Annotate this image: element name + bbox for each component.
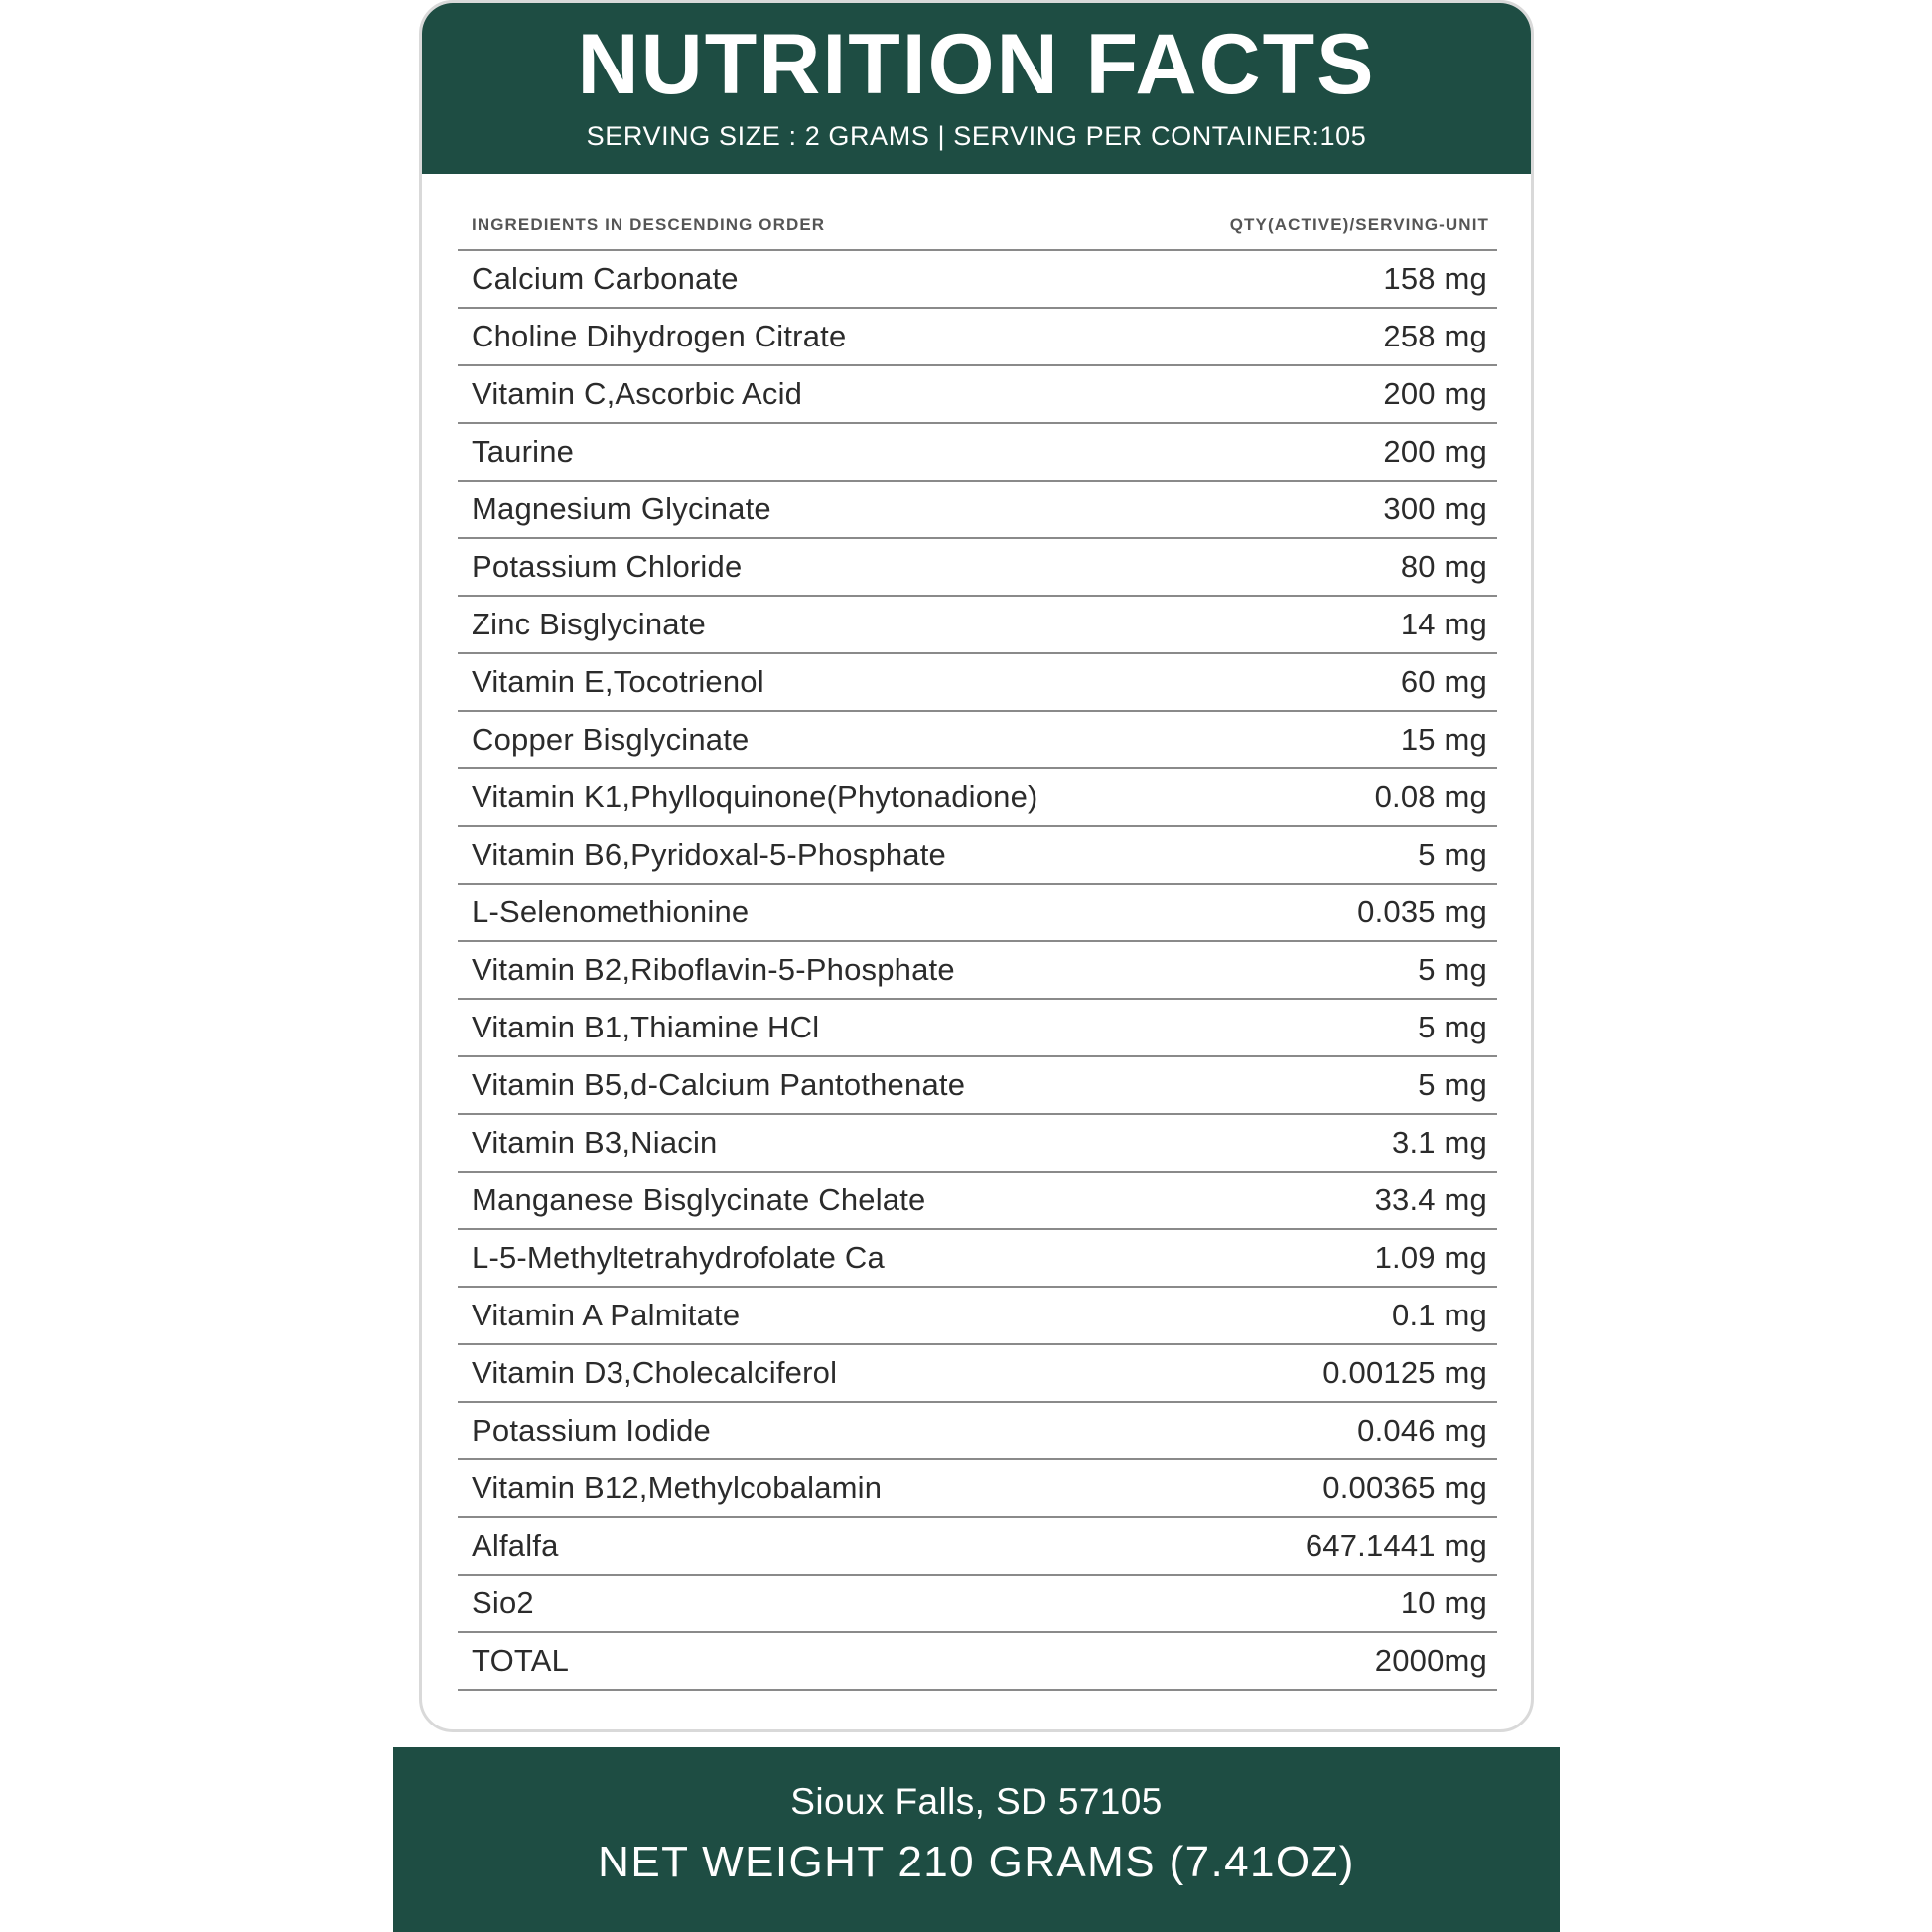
table-row [458, 481, 1497, 538]
ingredient-qty: 647.1441 mg [1199, 1517, 1497, 1575]
ingredient-qty: 5 mg [1199, 1056, 1497, 1114]
table-row [458, 884, 1497, 941]
page-title: NUTRITION FACTS [577, 17, 1376, 112]
ingredient-name: Vitamin C,Ascorbic Acid [458, 365, 1199, 423]
table-row [458, 1459, 1497, 1517]
table-row [458, 1632, 1497, 1690]
facts-panel [419, 0, 1534, 1732]
table-row [458, 1575, 1497, 1632]
facts-table-wrap [422, 174, 1531, 1691]
ingredient-name: Magnesium Glycinate [458, 481, 1199, 538]
ingredient-name: Taurine [458, 423, 1199, 481]
ingredient-qty: 60 mg [1199, 653, 1497, 711]
nutrition-facts-table [458, 249, 1497, 1691]
ingredient-name: Zinc Bisglycinate [458, 596, 1199, 653]
ingredient-name: Potassium Iodide [458, 1402, 1199, 1459]
table-row [458, 250, 1497, 308]
label-footer [393, 1747, 1560, 1932]
ingredient-name: Vitamin B12,Methylcobalamin [458, 1459, 1199, 1517]
ingredient-name: TOTAL [458, 1632, 1199, 1690]
ingredient-qty: 258 mg [1199, 308, 1497, 365]
table-column-headers [458, 174, 1497, 249]
table-row [458, 1287, 1497, 1344]
net-weight: NET WEIGHT 210 GRAMS (7.41OZ) [598, 1838, 1355, 1886]
table-row [458, 768, 1497, 826]
ingredient-name: Vitamin E,Tocotrienol [458, 653, 1199, 711]
table-row [458, 538, 1497, 596]
ingredient-qty: 14 mg [1199, 596, 1497, 653]
ingredient-qty: 1.09 mg [1199, 1229, 1497, 1287]
table-row [458, 1056, 1497, 1114]
serving-info: SERVING SIZE : 2 GRAMS | SERVING PER CONTAINER:105 [586, 121, 1367, 151]
ingredient-qty: 0.046 mg [1199, 1402, 1497, 1459]
table-row [458, 1517, 1497, 1575]
ingredient-qty: 33.4 mg [1199, 1172, 1497, 1229]
ingredient-qty: 80 mg [1199, 538, 1497, 596]
ingredient-name: Calcium Carbonate [458, 250, 1199, 308]
ingredient-name: Copper Bisglycinate [458, 711, 1199, 768]
ingredient-name: L-5-Methyltetrahydrofolate Ca [458, 1229, 1199, 1287]
ingredient-qty: 300 mg [1199, 481, 1497, 538]
ingredient-name: Alfalfa [458, 1517, 1199, 1575]
ingredient-qty: 200 mg [1199, 423, 1497, 481]
column-header-qty: QTY(ACTIVE)/SERVING-UNIT [1229, 215, 1489, 234]
ingredient-name: Potassium Chloride [458, 538, 1199, 596]
table-row [458, 365, 1497, 423]
label-header [422, 3, 1531, 174]
table-row [458, 711, 1497, 768]
ingredient-qty: 10 mg [1199, 1575, 1497, 1632]
table-row [458, 1402, 1497, 1459]
ingredient-qty: 2000mg [1199, 1632, 1497, 1690]
table-row [458, 1172, 1497, 1229]
table-row [458, 1344, 1497, 1402]
ingredient-name: Vitamin B1,Thiamine HCl [458, 999, 1199, 1056]
table-row [458, 596, 1497, 653]
ingredient-name: Vitamin B5,d-Calcium Pantothenate [458, 1056, 1199, 1114]
ingredient-name: Vitamin D3,Cholecalciferol [458, 1344, 1199, 1402]
manufacturer-address: Sioux Falls, SD 57105 [790, 1781, 1163, 1822]
ingredient-name: Vitamin B6,Pyridoxal-5-Phosphate [458, 826, 1199, 884]
ingredient-qty: 0.08 mg [1199, 768, 1497, 826]
table-row [458, 653, 1497, 711]
ingredient-qty: 15 mg [1199, 711, 1497, 768]
ingredient-qty: 3.1 mg [1199, 1114, 1497, 1172]
table-row [458, 1114, 1497, 1172]
ingredient-name: Vitamin K1,Phylloquinone(Phytonadione) [458, 768, 1199, 826]
ingredient-qty: 5 mg [1199, 941, 1497, 999]
ingredient-qty: 0.1 mg [1199, 1287, 1497, 1344]
column-header-ingredient: INGREDIENTS IN DESCENDING ORDER [472, 215, 826, 234]
table-row [458, 308, 1497, 365]
ingredient-name: Sio2 [458, 1575, 1199, 1632]
ingredient-qty: 0.035 mg [1199, 884, 1497, 941]
ingredient-name: Manganese Bisglycinate Chelate [458, 1172, 1199, 1229]
table-row [458, 1229, 1497, 1287]
label-card [393, 0, 1560, 1932]
ingredient-name: L-Selenomethionine [458, 884, 1199, 941]
ingredient-name: Vitamin B3,Niacin [458, 1114, 1199, 1172]
ingredient-qty: 0.00365 mg [1199, 1459, 1497, 1517]
ingredient-qty: 200 mg [1199, 365, 1497, 423]
ingredient-qty: 0.00125 mg [1199, 1344, 1497, 1402]
table-row [458, 941, 1497, 999]
ingredient-name: Vitamin A Palmitate [458, 1287, 1199, 1344]
ingredient-qty: 5 mg [1199, 999, 1497, 1056]
ingredient-name: Choline Dihydrogen Citrate [458, 308, 1199, 365]
table-row [458, 826, 1497, 884]
table-row [458, 423, 1497, 481]
table-row [458, 999, 1497, 1056]
ingredient-name: Vitamin B2,Riboflavin-5-Phosphate [458, 941, 1199, 999]
ingredient-qty: 5 mg [1199, 826, 1497, 884]
ingredient-qty: 158 mg [1199, 250, 1497, 308]
